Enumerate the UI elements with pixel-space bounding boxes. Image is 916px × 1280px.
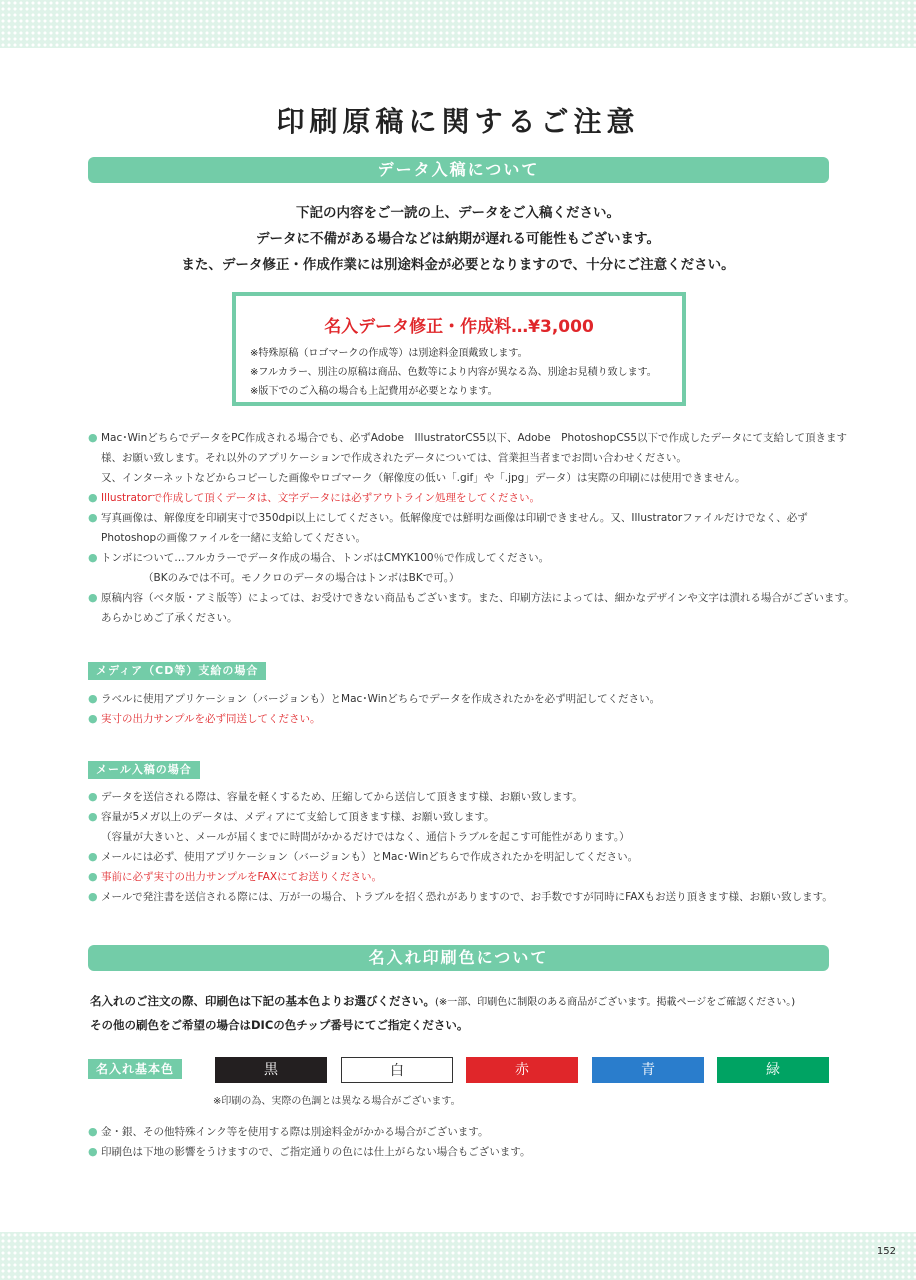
list-item: ● 印刷色は下地の影響をうけますので、ご指定通りの色には仕上がらない場合もございます。: [88, 1142, 838, 1162]
media-section-tag: メディア（CD等）支給の場合: [88, 662, 266, 680]
bullet-icon: ●: [88, 511, 98, 524]
list-item: ● 原稿内容（ベタ版・アミ版等）によっては、お受けできない商品もございます。また、印刷方法によっては、細かなデザインや文字は潰れる場合がございます。 あらかじめご了承ください。: [88, 588, 838, 628]
list-item: ● 容量が5メガ以上のデータは、メディアにて支給して頂きます様、お願い致します。 （容量が大きいと、メールが届くまでに時間がかかるだけではなく、通信トラブルを起こす可能性があります。）: [88, 807, 838, 847]
top-dot-border: [0, 0, 916, 48]
swatch-green: 緑: [717, 1057, 829, 1083]
section-heading-data: データ入稿について: [88, 157, 829, 183]
bullet-icon: ●: [88, 870, 98, 883]
list-item: ● メールで発注書を送信される際には、万が一の場合、トラブルを招く恐れがありますので、お手数ですが同時にFAXもお送り頂きます様、お願い致します。: [88, 887, 838, 907]
fee-title: 名入データ修正・作成料…¥3,000: [324, 317, 594, 337]
list-item-alert: ● Illustratorで作成して頂くデータは、文字データには必ずアウトライン処理をしてください。: [88, 488, 838, 508]
color-intro-line: 名入れのご注文の際、印刷色は下記の基本色よりお選びください。(※一部、印刷色に制限のある商品がございます。掲載ページをご確認ください。): [90, 994, 796, 1008]
list-item-alert: ● 実寸の出力サンプルを必ず同送してください。: [88, 709, 838, 729]
bullet-icon: ●: [88, 692, 98, 705]
bottom-dot-border: [0, 1232, 916, 1280]
list-item: ● データを送信される際は、容量を軽くするため、圧縮してから送信して頂きます様、お願い致します。: [88, 787, 838, 807]
page-title: 印刷原稿に関するご注意: [276, 105, 640, 138]
swatch-red: 赤: [466, 1057, 578, 1083]
color-notes-list: [88, 1122, 838, 1162]
list-item: ● Mac･WinどちらでデータをPC作成される場合でも、必ずAdobe IllustratorCS5以下、Adobe PhotoshopCS5以下で作成したデータにて支給して頂きます 様、お願い致します。それ以外のアプリケーションで作成されたデータについては、営業担当者までお問い合わせください。 又、インターネットなどからコピーした画像やロゴマーク（解像度の低い「.gif」や「.jpg」データ）は実際の印刷には使用できません。: [88, 428, 838, 488]
bullet-icon: ●: [88, 850, 98, 863]
fee-note: ※版下でのご入稿の場合も上記費用が必要となります。: [250, 386, 498, 397]
fee-note: ※特殊原稿（ロゴマークの作成等）は別途料金頂戴致します。: [250, 348, 528, 359]
bullet-icon: ●: [88, 431, 98, 444]
list-item: ● トンボについて…フルカラーでデータ作成の場合、トンボはCMYK100％で作成してください。 （BKのみでは不可。モノクロのデータの場合はトンボはBKで可。）: [88, 548, 838, 588]
bullet-icon: ●: [88, 491, 98, 504]
bullet-icon: ●: [88, 890, 98, 903]
list-item: ● ラベルに使用アプリケーション（バージョンも）とMac･Winどちらでデータを作成されたかを必ず明記してください。: [88, 689, 838, 709]
intro-line: データに不備がある場合などは納期が遅れる可能性もございます。: [256, 231, 660, 247]
bullet-icon: ●: [88, 790, 98, 803]
fee-notes: [250, 344, 657, 401]
bullet-icon: ●: [88, 591, 98, 604]
bullet-icon: ●: [88, 1125, 98, 1138]
mail-notes-list: [88, 787, 838, 907]
basic-colors-tag: 名入れ基本色: [88, 1059, 182, 1079]
list-item: ● メールには必ず、使用アプリケーション（バージョンも）とMac･Winどちらで作成されたかを明記してください。: [88, 847, 838, 867]
color-intro-line: その他の刷色をご希望の場合はDICの色チップ番号にてご指定ください。: [90, 1018, 469, 1032]
bullet-icon: ●: [88, 810, 98, 823]
color-intro: [90, 990, 795, 1036]
intro-line: 下記の内容をご一読の上、データをご入稿ください。: [296, 205, 620, 221]
bullet-icon: ●: [88, 551, 98, 564]
swatch-note: ※印刷の為、実際の色調とは異なる場合がございます。: [213, 1096, 461, 1107]
list-item-alert: ● 事前に必ず実寸の出力サンプルをFAXにてお送りください。: [88, 867, 838, 887]
bullet-icon: ●: [88, 1145, 98, 1158]
list-item: ● 金・銀、その他特殊インク等を使用する際は別途料金がかかる場合がございます。: [88, 1122, 838, 1142]
fee-box: [232, 292, 686, 406]
page-number: 152: [876, 1246, 896, 1257]
swatch-blue: 青: [592, 1057, 704, 1083]
bullet-icon: ●: [88, 712, 98, 725]
media-notes-list: [88, 689, 838, 729]
data-intro: [0, 200, 916, 278]
list-item: ● 写真画像は、解像度を印刷実寸で350dpi以上にしてください。低解像度では鮮明な画像は印刷できません。又、Illustratorファイルだけでなく、必ず Photoshopの画像ファイルを一緒に支給してください。: [88, 508, 838, 548]
data-notes-list: [88, 428, 855, 628]
color-intro-note: (※一部、印刷色に制限のある商品がございます。掲載ページをご確認ください。): [435, 997, 796, 1008]
section-heading-colors: 名入れ印刷色について: [88, 945, 829, 971]
mail-section-tag: メール入稿の場合: [88, 761, 200, 779]
intro-line: また、データ修正・作成作業には別途料金が必要となりますので、十分にご注意ください。: [181, 257, 735, 273]
swatch-black: 黒: [215, 1057, 327, 1083]
fee-note: ※フルカラー、別注の原稿は商品、色数等により内容が異なる為、別途お見積り致します。: [250, 367, 657, 378]
swatch-white: 白: [341, 1057, 453, 1083]
